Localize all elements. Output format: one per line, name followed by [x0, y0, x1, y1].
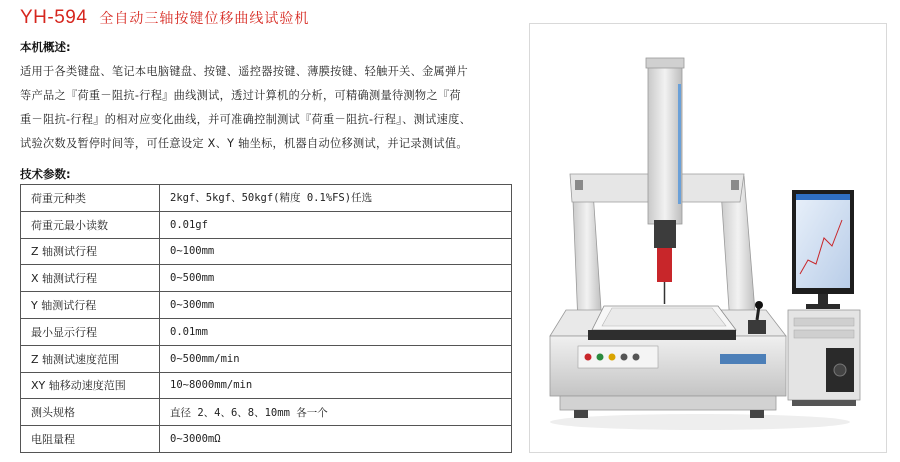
control-button [585, 354, 592, 361]
brand-plate [720, 354, 766, 364]
z-axis-cap [646, 58, 684, 68]
table-row [21, 372, 512, 399]
probe-carriage [654, 220, 676, 248]
spec-value: 0~300mm [160, 292, 512, 319]
machine-foot [750, 410, 764, 418]
joystick-base [748, 320, 766, 334]
spec-value: 0~100mm [160, 238, 512, 265]
table-row [21, 345, 512, 372]
floor-shadow [550, 414, 850, 430]
model-number: YH-594 [20, 7, 88, 28]
spec-name: 最小显示行程 [21, 318, 160, 345]
control-button [609, 354, 616, 361]
spec-value: 0~500mm [160, 265, 512, 292]
spec-value: 0.01mm [160, 318, 512, 345]
title-row [20, 7, 309, 29]
overview-line: 重－阻抗-行程』的相对应变化曲线，并可准确控制测试『荷重－阻抗-行程』、测试速度、 [20, 113, 472, 126]
beam-label [731, 180, 739, 190]
spec-name: X 轴测试行程 [21, 265, 160, 292]
spec-name: Y 轴测试行程 [21, 292, 160, 319]
overview-line: 试验次数及暂停时间等，可任意设定 X、Y 轴坐标，机器自动位移测试，并记录测试值。 [20, 137, 468, 150]
spec-name: Z 轴测试行程 [21, 238, 160, 265]
table-row [21, 238, 512, 265]
product-name: 全自动三轴按键位移曲线试验机 [99, 11, 310, 27]
power-icon [834, 364, 846, 376]
table-row [21, 185, 512, 212]
table-row [21, 318, 512, 345]
control-button [597, 354, 604, 361]
spec-value: 10~8000mm/min [160, 372, 512, 399]
drive-bay [794, 318, 854, 326]
specs-heading: 技术参数: [20, 167, 71, 181]
spec-value: 0~500mm/min [160, 345, 512, 372]
overview-heading: 本机概述: [20, 40, 71, 54]
test-keyboard [602, 308, 726, 326]
load-cell [657, 248, 672, 282]
z-axis-slot [678, 84, 681, 204]
spec-name: XY 轴移动速度范围 [21, 372, 160, 399]
beam-label [575, 180, 583, 190]
overview-line: 适用于各类键盘、笔记本电脑键盘、按键、遥控器按键、薄膜按键、轻触开关、金属弹片 [20, 65, 469, 78]
table-rail [588, 330, 736, 340]
spec-name: 荷重元最小读数 [21, 211, 160, 238]
spec-value: 0~3000mΩ [160, 426, 512, 453]
monitor-neck [818, 294, 828, 304]
table-row [21, 426, 512, 453]
table-row [21, 211, 512, 238]
spec-value: 直径 2、4、6、8、10mm 各一个 [160, 399, 512, 426]
spec-name: Z 轴测试速度范围 [21, 345, 160, 372]
drive-bay [794, 330, 854, 338]
spec-name: 电阻量程 [21, 426, 160, 453]
overview-paragraph [20, 60, 520, 156]
case-foot [792, 400, 856, 406]
overview-line: 等产品之『荷重－阻抗-行程』曲线测试，透过计算机的分析，可精确测量待测物之『荷 [20, 89, 461, 102]
spec-value: 2kgf、5kgf、50kgf(精度 0.1%FS)任选 [160, 185, 512, 212]
control-button [621, 354, 628, 361]
z-axis-column [648, 64, 682, 224]
table-row [21, 265, 512, 292]
specs-table [20, 184, 512, 453]
monitor-stand [806, 304, 840, 309]
machine-foot [574, 410, 588, 418]
machine-illustration [530, 24, 888, 454]
table-row [21, 399, 512, 426]
control-button [633, 354, 640, 361]
spec-name: 荷重元种类 [21, 185, 160, 212]
spec-name: 测头规格 [21, 399, 160, 426]
screen-titlebar [796, 194, 850, 200]
table-row [21, 292, 512, 319]
spec-value: 0.01gf [160, 211, 512, 238]
machine-base-side [560, 396, 776, 410]
product-photo-frame [529, 23, 887, 453]
joystick-knob [755, 301, 763, 309]
